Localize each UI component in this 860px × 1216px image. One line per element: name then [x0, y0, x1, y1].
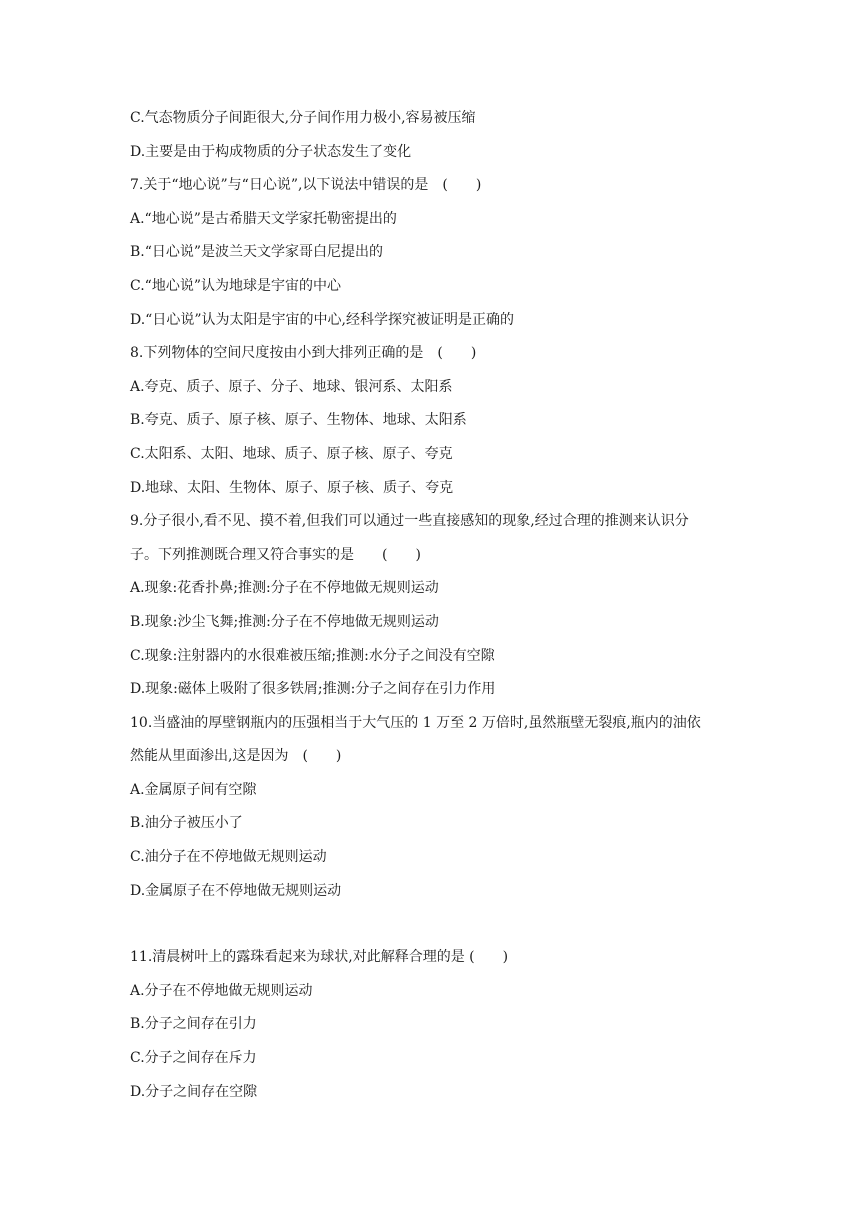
- document-page: [130, 108, 730, 1115]
- text-line: C.分子之间存在斥力: [130, 1050, 257, 1067]
- text-block-questions-6-10: [130, 108, 730, 901]
- text-line: D.现象:磁体上吸附了很多铁屑;推测:分子之间存在引力作用: [130, 681, 496, 698]
- text-line: D.金属原子在不停地做无规则运动: [130, 882, 342, 899]
- text-line: A.“地心说”是古希腊天文学家托勒密提出的: [130, 210, 397, 227]
- text-line: C.气态物质分子间距很大,分子间作用力极小,容易被压缩: [130, 110, 476, 126]
- text-line: D.分子之间存在空隙: [130, 1083, 258, 1100]
- text-line: B.“日心说”是波兰天文学家哥白尼提出的: [130, 244, 384, 261]
- text-line: B.油分子被压小了: [130, 815, 243, 832]
- text-line: B.现象:沙尘飞舞;推测:分子在不停地做无规则运动: [130, 613, 439, 630]
- text-line: C.油分子在不停地做无规则运动: [130, 849, 327, 866]
- text-line: A.金属原子间有空隙: [130, 781, 257, 798]
- text-line: D.“日心说”认为太阳是宇宙的中心,经科学探究被证明是正确的: [130, 311, 514, 328]
- text-line: C.太阳系、太阳、地球、质子、原子核、原子、夸克: [130, 445, 453, 462]
- text-line: A.分子在不停地做无规则运动: [130, 982, 313, 999]
- text-line: 7.关于“地心说”与“日心说”,以下说法中错误的是 ( ): [130, 177, 482, 194]
- text-line: A.现象:花香扑鼻;推测:分子在不停地做无规则运动: [130, 580, 439, 597]
- text-line: 10.当盛油的厚壁钢瓶内的压强相当于大气压的 1 万至 2 万倍时,虽然瓶壁无裂痕,瓶内的油依: [130, 714, 701, 731]
- text-line: 然能从里面渗出,这是因为 ( ): [130, 748, 342, 765]
- text-line: D.地球、太阳、生物体、原子、原子核、质子、夸克: [130, 479, 454, 496]
- text-line: 9.分子很小,看不见、摸不着,但我们可以通过一些直接感知的现象,经过合理的推测来认识分: [130, 513, 689, 530]
- text-line: 8.下列物体的空间尺度按由小到大排列正确的是 ( ): [130, 345, 477, 362]
- blank-gap: [130, 914, 730, 947]
- text-line: 子。下列推测既合理又符合事实的是 ( ): [130, 546, 421, 563]
- text-line: C.现象:注射器内的水很难被压缩;推测:水分子之间没有空隙: [130, 647, 495, 664]
- text-line: C.“地心说”认为地球是宇宙的中心: [130, 277, 341, 294]
- text-line: 11.清晨树叶上的露珠看起来为球状,对此解释合理的是 ( ): [130, 949, 509, 966]
- text-line: B.分子之间存在引力: [130, 1016, 257, 1033]
- text-line: B.夸克、质子、原子核、原子、生物体、地球、太阳系: [130, 412, 467, 429]
- text-line: A.夸克、质子、原子、分子、地球、银河系、太阳系: [130, 378, 453, 395]
- text-block-question-11: [130, 947, 730, 1101]
- text-line: D.主要是由于构成物质的分子状态发生了变化: [130, 143, 412, 160]
